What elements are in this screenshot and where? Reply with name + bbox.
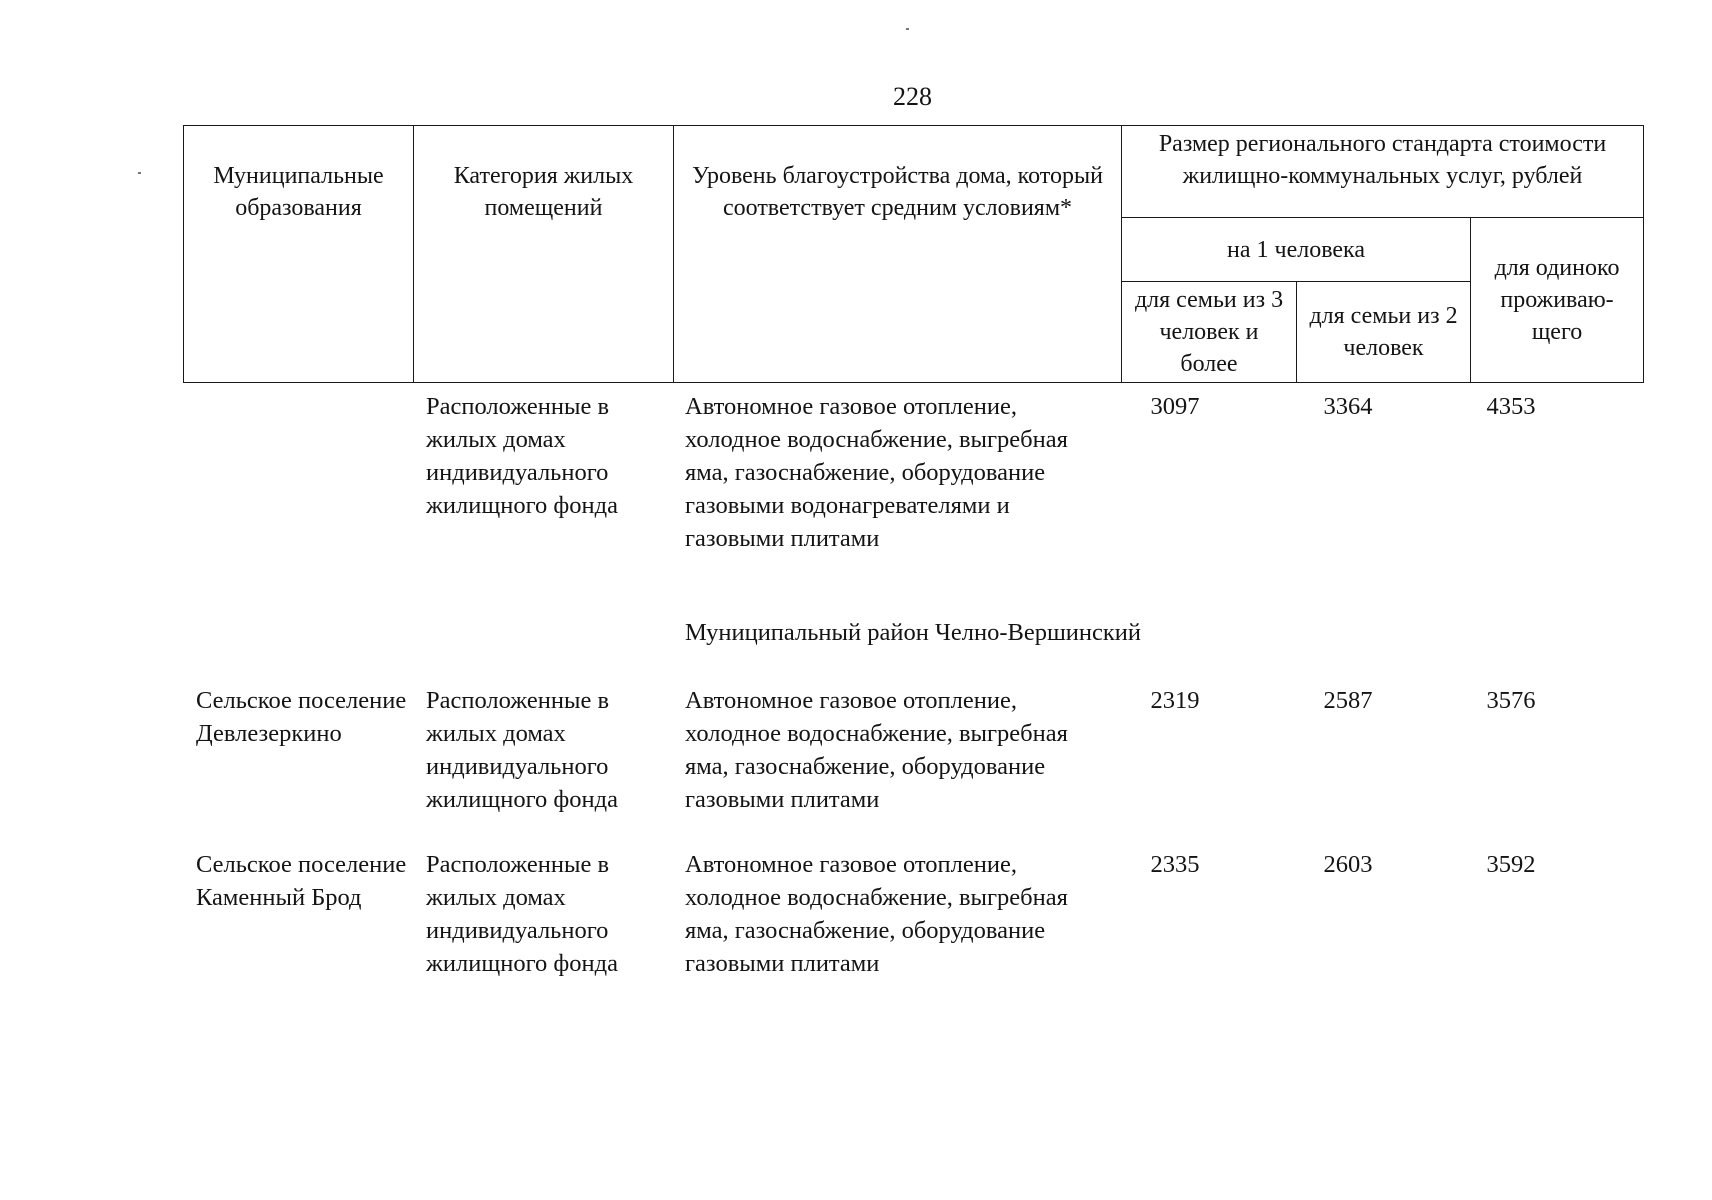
header-per-person: на 1 человека: [1122, 218, 1471, 282]
improvement-level-cell: Автономное газовое отопление, холодное водоснабжение, выгребная яма, газоснабжение, оборудование газовыми плитами: [685, 851, 1068, 977]
header-standard-size: Размер регионального стандарта стоимости жилищно-коммунальных услуг, рублей: [1122, 126, 1644, 218]
municipality-cell: Сельское поселение Каменный Брод: [196, 851, 407, 911]
value-single-resident: 3576: [1486, 687, 1536, 714]
value-family-2: 2587: [1323, 687, 1373, 714]
header-table: [183, 125, 1644, 383]
value-family-3-plus: 2319: [1150, 687, 1200, 714]
header-municipalities: Муниципальные образования: [184, 126, 414, 383]
header-improvement-level: Уровень благоустройства дома, который соответствует средним условиям*: [674, 126, 1122, 383]
scan-speck: [906, 28, 909, 30]
improvement-level-cell: Автономное газовое отопление, холодное водоснабжение, выгребная яма, газоснабжение, оборудование газовыми водонагревателями и газовыми плитами: [685, 393, 1068, 552]
table-header: [183, 125, 1643, 383]
page-number: 228: [893, 82, 932, 111]
value-single-resident: 4353: [1486, 393, 1536, 420]
header-family-2: для семьи из 2 человек: [1297, 282, 1471, 383]
section-title: Муниципальный район Челно-Вершинский: [684, 619, 1142, 646]
header-single-resident: для одиноко проживаю-щего: [1471, 218, 1644, 383]
value-family-3-plus: 3097: [1150, 393, 1200, 420]
category-cell: Расположенные в жилых домах индивидуального жилищного фонда: [426, 851, 618, 977]
value-family-3-plus: 2335: [1150, 851, 1200, 878]
header-family-3-plus: для семьи из 3 человек и более: [1122, 282, 1297, 383]
value-single-resident: 3592: [1486, 851, 1536, 878]
scan-speck: [138, 172, 141, 174]
header-category: Категория жилых помещений: [414, 126, 674, 383]
municipality-cell: Сельское поселение Девлезеркино: [196, 687, 407, 747]
value-family-2: 3364: [1323, 393, 1373, 420]
category-cell: Расположенные в жилых домах индивидуального жилищного фонда: [426, 687, 618, 813]
improvement-level-cell: Автономное газовое отопление, холодное водоснабжение, выгребная яма, газоснабжение, оборудование газовыми плитами: [685, 687, 1068, 813]
category-cell: Расположенные в жилых домах индивидуального жилищного фонда: [426, 393, 618, 519]
value-family-2: 2603: [1323, 851, 1373, 878]
